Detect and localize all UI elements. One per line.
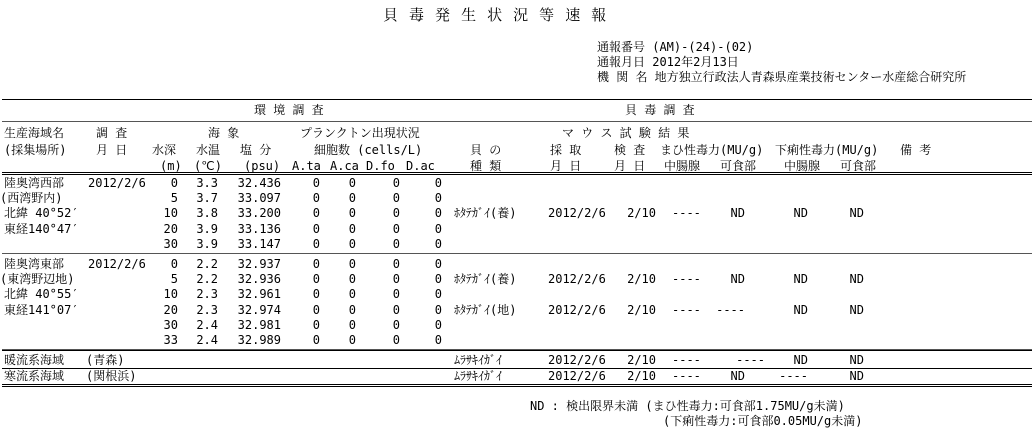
col-depth-unit: (m): [160, 159, 182, 173]
extra-sea-area: 寒流系海域: [4, 369, 65, 384]
station-divider: [2, 253, 1032, 254]
dsp-gland-value: ND: [793, 272, 808, 287]
aca-count-cell: 0: [348, 317, 356, 332]
ata-count-cell: 0: [312, 176, 320, 190]
salinity-cell: 33.200: [237, 206, 281, 221]
col-inspect: 検 査: [614, 143, 646, 157]
col-sampling-place: (採集場所): [4, 143, 67, 157]
col-dsp: 下痢性毒力(MU/g): [775, 143, 879, 157]
extra-row-rule: [2, 368, 1032, 369]
ata-count-cell: 0: [312, 302, 320, 317]
dac-count-cell: 0: [434, 333, 442, 347]
dsp-edible-value: ND: [849, 353, 864, 368]
station-name-line: (東湾野辺地): [0, 272, 75, 287]
shellfish-species: ﾑﾗｻｷｲｶﾞｲ: [454, 369, 503, 384]
collect-date: 2012/2/6: [548, 272, 606, 287]
col-psp: まひ性毒力(MU/g): [660, 143, 764, 157]
salinity-cell: 33.147: [237, 236, 281, 251]
col-salinity: 塩 分: [240, 143, 272, 157]
water-temp-cell: 2.3: [196, 302, 218, 317]
ata-count-cell: 0: [312, 287, 320, 302]
aca-count-cell: 0: [348, 236, 356, 251]
dfo-count-cell: 0: [392, 302, 400, 317]
aca-count-cell: 0: [348, 257, 356, 271]
psp-gland-value: ----: [672, 302, 701, 317]
water-temp-cell: 2.3: [196, 287, 218, 302]
station-name-line: 陸奥湾東部: [4, 257, 65, 271]
dac-count-cell: 0: [434, 317, 442, 332]
psp-edible-value: ----: [716, 302, 745, 317]
ata-count-cell: 0: [312, 221, 320, 236]
note-line-2: (下痢性毒力:可食部0.05MU/g未満): [663, 414, 863, 428]
inspect-date: 2/10: [627, 206, 656, 221]
salinity-cell: 32.961: [237, 287, 281, 302]
dac-count-cell: 0: [434, 206, 442, 221]
header-bottom-rule: [2, 172, 1032, 175]
aca-count-cell: 0: [348, 287, 356, 302]
dfo-count-cell: 0: [392, 272, 400, 287]
psp-edible-value: ND: [730, 272, 745, 287]
col-shell-kind: 種 類: [470, 159, 502, 173]
aca-count-cell: 0: [348, 221, 356, 236]
ata-count-cell: 0: [312, 257, 320, 271]
col-plankton: プランクトン出現状況: [300, 126, 420, 140]
depth-cell: 10: [163, 287, 178, 302]
salinity-cell: 32.974: [237, 302, 281, 317]
col-cells: 細胞数 (cells/L): [314, 143, 423, 157]
report-title: 貝 毒 発 生 状 況 等 速 報: [383, 6, 608, 24]
extra-sea-area: 暖流系海域: [4, 353, 65, 368]
depth-cell: 20: [163, 221, 178, 236]
water-temp-cell: 3.7: [196, 191, 218, 206]
organization: 機 関 名 地方独立行政法人青森県産業技術センター水産総合研究所: [597, 70, 967, 84]
dsp-gland-value: ND: [793, 302, 808, 317]
col-ata: A.ta: [292, 159, 321, 173]
psp-gland-value: ----: [672, 206, 701, 221]
inspect-date: 2/10: [627, 302, 656, 317]
dac-count-cell: 0: [434, 236, 442, 251]
extra-place: (青森): [86, 353, 125, 368]
dac-count-cell: 0: [434, 272, 442, 287]
col-dsp-gland: 中腸腺: [784, 159, 821, 173]
psp-edible-value: ND: [730, 206, 745, 221]
dfo-count-cell: 0: [392, 191, 400, 206]
col-sea-area: 生産海域名: [4, 126, 65, 140]
dac-count-cell: 0: [434, 302, 442, 317]
collect-date: 2012/2/6: [548, 302, 606, 317]
water-temp-cell: 2.4: [196, 333, 218, 347]
depth-cell: 20: [163, 302, 178, 317]
ata-count-cell: 0: [312, 333, 320, 347]
station-name-line: 東経140°47′: [4, 221, 79, 236]
station-name-line: (西湾野内): [0, 191, 63, 206]
col-sal-unit: (psu): [244, 159, 281, 173]
col-depth: 水深: [152, 143, 177, 157]
ata-count-cell: 0: [312, 272, 320, 287]
col-aca: A.ca: [330, 159, 359, 173]
col-collect: 採 取: [550, 143, 582, 157]
dsp-gland-value: ND: [793, 353, 808, 368]
ata-count-cell: 0: [312, 191, 320, 206]
col-dac: D.ac: [406, 159, 435, 173]
report-number: 通報番号 (AM)-(24)-(02): [597, 40, 754, 54]
psp-edible-value: ----: [736, 353, 765, 368]
shellfish-species: ﾎﾀﾃｶﾞｲ(養): [454, 272, 517, 287]
col-dsp-edible: 可食部: [840, 159, 877, 173]
dac-count-cell: 0: [434, 221, 442, 236]
note-line-1: ND : 検出限界未満 (まひ性毒力:可食部1.75MU/g未満): [530, 399, 845, 413]
station-survey-date: 2012/2/6: [88, 176, 146, 190]
report-date: 通報月日 2012年2月13日: [597, 55, 739, 69]
dfo-count-cell: 0: [392, 287, 400, 302]
dfo-count-cell: 0: [392, 221, 400, 236]
ata-count-cell: 0: [312, 317, 320, 332]
dac-count-cell: 0: [434, 191, 442, 206]
station-name-line: 北緯 40°52′: [4, 206, 79, 221]
collect-date: 2012/2/6: [548, 206, 606, 221]
salinity-cell: 32.981: [237, 317, 281, 332]
inspect-date: 2/10: [627, 369, 656, 384]
depth-cell: 5: [170, 191, 178, 206]
toxin-survey-heading: 貝 毒 調 査: [625, 103, 695, 117]
psp-gland-value: ----: [672, 272, 701, 287]
water-temp-cell: 3.8: [196, 206, 218, 221]
water-temp-cell: 2.2: [196, 257, 218, 271]
salinity-cell: 32.936: [237, 272, 281, 287]
water-temp-cell: 3.3: [196, 176, 218, 190]
dsp-gland-value: ----: [779, 369, 808, 384]
salinity-cell: 32.436: [237, 176, 281, 190]
water-temp-cell: 3.9: [196, 236, 218, 251]
salinity-cell: 33.136: [237, 221, 281, 236]
depth-cell: 30: [163, 317, 178, 332]
dfo-count-cell: 0: [392, 176, 400, 190]
table-top-rule: [2, 99, 1032, 100]
salinity-cell: 32.937: [237, 257, 281, 271]
extra-place: (関根浜): [86, 369, 137, 384]
depth-cell: 30: [163, 236, 178, 251]
dsp-edible-value: ND: [849, 272, 864, 287]
dsp-edible-value: ND: [849, 302, 864, 317]
station-name-line: 陸奥湾西部: [4, 176, 65, 190]
shellfish-species: ﾑﾗｻｷｲｶﾞｲ: [454, 353, 503, 368]
station-name-line: 北緯 40°55′: [4, 287, 79, 302]
env-survey-heading: 環 境 調 査: [254, 103, 324, 117]
depth-cell: 33: [163, 333, 178, 347]
col-ocean: 海 象: [208, 126, 240, 140]
aca-count-cell: 0: [348, 272, 356, 287]
depth-cell: 0: [170, 257, 178, 271]
salinity-cell: 32.989: [237, 333, 281, 347]
depth-cell: 10: [163, 206, 178, 221]
dac-count-cell: 0: [434, 176, 442, 190]
col-temp-unit: (℃): [194, 159, 222, 173]
station-name-line: 東経141°07′: [4, 302, 79, 317]
depth-cell: 0: [170, 176, 178, 190]
dsp-gland-value: ND: [793, 206, 808, 221]
psp-edible-value: ND: [730, 369, 745, 384]
water-temp-cell: 2.2: [196, 272, 218, 287]
col-survey-md: 月 日: [96, 143, 128, 157]
shellfish-species: ﾎﾀﾃｶﾞｲ(地): [454, 302, 517, 317]
inspect-date: 2/10: [627, 272, 656, 287]
col-remarks: 備 考: [900, 143, 932, 157]
aca-count-cell: 0: [348, 206, 356, 221]
dac-count-cell: 0: [434, 287, 442, 302]
col-water-temp: 水温: [196, 143, 221, 157]
station-survey-date: 2012/2/6: [88, 257, 146, 271]
depth-cell: 5: [170, 272, 178, 287]
dac-count-cell: 0: [434, 257, 442, 271]
aca-count-cell: 0: [348, 333, 356, 347]
col-psp-gland: 中腸腺: [664, 159, 701, 173]
extra-row-rule: [2, 384, 1032, 387]
dfo-count-cell: 0: [392, 317, 400, 332]
col-dfo: D.fo: [366, 159, 395, 173]
collect-date: 2012/2/6: [548, 369, 606, 384]
salinity-cell: 33.097: [237, 191, 281, 206]
col-shell: 貝 の: [470, 143, 502, 157]
col-collect-md: 月 日: [550, 159, 582, 173]
header-sub-rule: [2, 121, 1032, 122]
dsp-edible-value: ND: [849, 206, 864, 221]
dfo-count-cell: 0: [392, 236, 400, 251]
shellfish-species: ﾎﾀﾃｶﾞｲ(養): [454, 206, 517, 221]
psp-gland-value: ----: [672, 353, 701, 368]
dfo-count-cell: 0: [392, 257, 400, 271]
ata-count-cell: 0: [312, 236, 320, 251]
ata-count-cell: 0: [312, 206, 320, 221]
inspect-date: 2/10: [627, 353, 656, 368]
water-temp-cell: 3.9: [196, 221, 218, 236]
dsp-edible-value: ND: [849, 369, 864, 384]
col-inspect-md: 月 日: [614, 159, 646, 173]
col-psp-edible: 可食部: [720, 159, 757, 173]
aca-count-cell: 0: [348, 191, 356, 206]
psp-gland-value: ----: [672, 369, 701, 384]
aca-count-cell: 0: [348, 176, 356, 190]
dfo-count-cell: 0: [392, 206, 400, 221]
collect-date: 2012/2/6: [548, 353, 606, 368]
aca-count-cell: 0: [348, 302, 356, 317]
col-survey: 調 査: [96, 126, 128, 140]
extra-top-rule: [2, 350, 1032, 351]
water-temp-cell: 2.4: [196, 317, 218, 332]
dfo-count-cell: 0: [392, 333, 400, 347]
col-mouse-test: マ ウ ス 試 験 結 果: [562, 126, 690, 140]
